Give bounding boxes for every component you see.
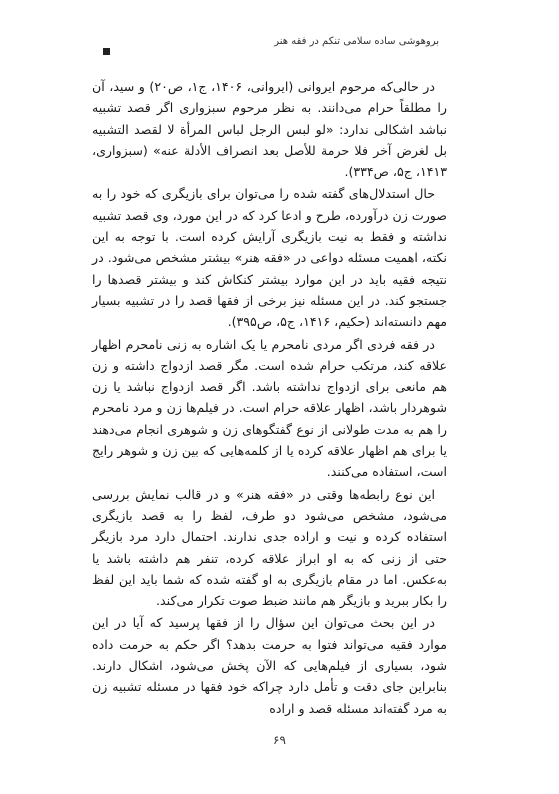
header-mark [95,40,110,59]
paragraph-2: حال استدلال‌های گفته شده را می‌توان برای بازیگری که خود را به صورت زن درآورده، طرح و ادعا کرد که در این مورد، وی قصد تشبیه نداشته و فقط به نیت بازیگری آرایش کرده است. با توجه به این نکته، اهمیت مسئله دواعی در «فقه هنر» بیشتر مشخص می‌شود. در نتیجه فقیه باید در این موارد بیشتر کنکاش کند و بیشتر قصدها را جستجو کند. در این مسئله نیز برخی از فقها قصد را در تشبیه بسیار مهم دانسته‌اند (حکیم، ۱۴۱۶، ج۵، ص۳۹۵). [92,186,447,330]
paragraph-4: این نوع رابطه‌ها وقتی در «فقه هنر» و در قالب نمایش بررسی می‌شود، مشخص می‌شود دو طرف، لفظ را به قصد بازیگری استفاده کرده و نیت و اراده جدی ندارند. احتمال دارد مرد بازیگر حتی از زنی که به او ابراز علاقه کرده، تنفر هم داشته باشد یا به‌عکس. اما در مقام بازیگری به او گفته شده که شما باید این لفظ را بکار ببرید و بازیگر هم مانند ضبط صوت تکرار می‌کند. [92,486,447,609]
square-bullet-icon [103,48,110,55]
body-text [92,76,447,720]
page-number: ۶۹ [273,733,286,747]
running-header-title: بروهوشی ساده سلامی تنکم در فقه هنر [274,36,439,47]
paragraph-3: در فقه فردی اگر مردی نامحرم یا یک اشاره به زنی نامحرم اظهار علاقه کند، مرتکب حرام شده است. مگر قصد ازدواج داشته و زن هم مانعی برای ازدواج نداشته باشد. اگر قصد ازدواج نباشد یا زن شوهردار باشد، اظهار علاقه حرام است. در فیلم‌ها زن و مرد نامحرم را هم به مدت طولانی از نوع گفتگوهای زن و شوهری انجام می‌دهند یا برای هم اظهار علاقه کرده یا از کلمه‌هایی که بین زن و شوهر رایج است، استفاده می‌کنند. [92,336,447,480]
paragraph-5: در این بحث می‌توان این سؤال را از فقها پرسید که آیا در این موارد فقیه می‌تواند فتوا به حرمت بدهد؟ اگر حکم به حرمت داده شود، بسیاری از فیلم‌هایی که الآن پخش می‌شود، اشکال دارند. بنابراین جای دقت و تأمل دارد چراکه خود فقها در مسئله تشبیه زن به مرد گفته‌اند مسئله قصد و اراده [92,615,447,716]
paragraph-1: در حالی‌که مرحوم ایروانی (ایروانی، ۱۴۰۶، ج۱، ص۲۰) و سید، آن را مطلقاً حرام می‌دانند. به نظر مرحوم سبزواری اگر قصد تشبیه نباشد اشکالی ندارد: «لو لبس الرجل لباس المرأة لا لقصد التشبیه بل لغرض آخر فلا حرمة للأصل بعد انصراف الأدلة عنه» (سبزواری، ۱۴۱۳، ج۵، ص۳۳۴). [92,79,447,180]
